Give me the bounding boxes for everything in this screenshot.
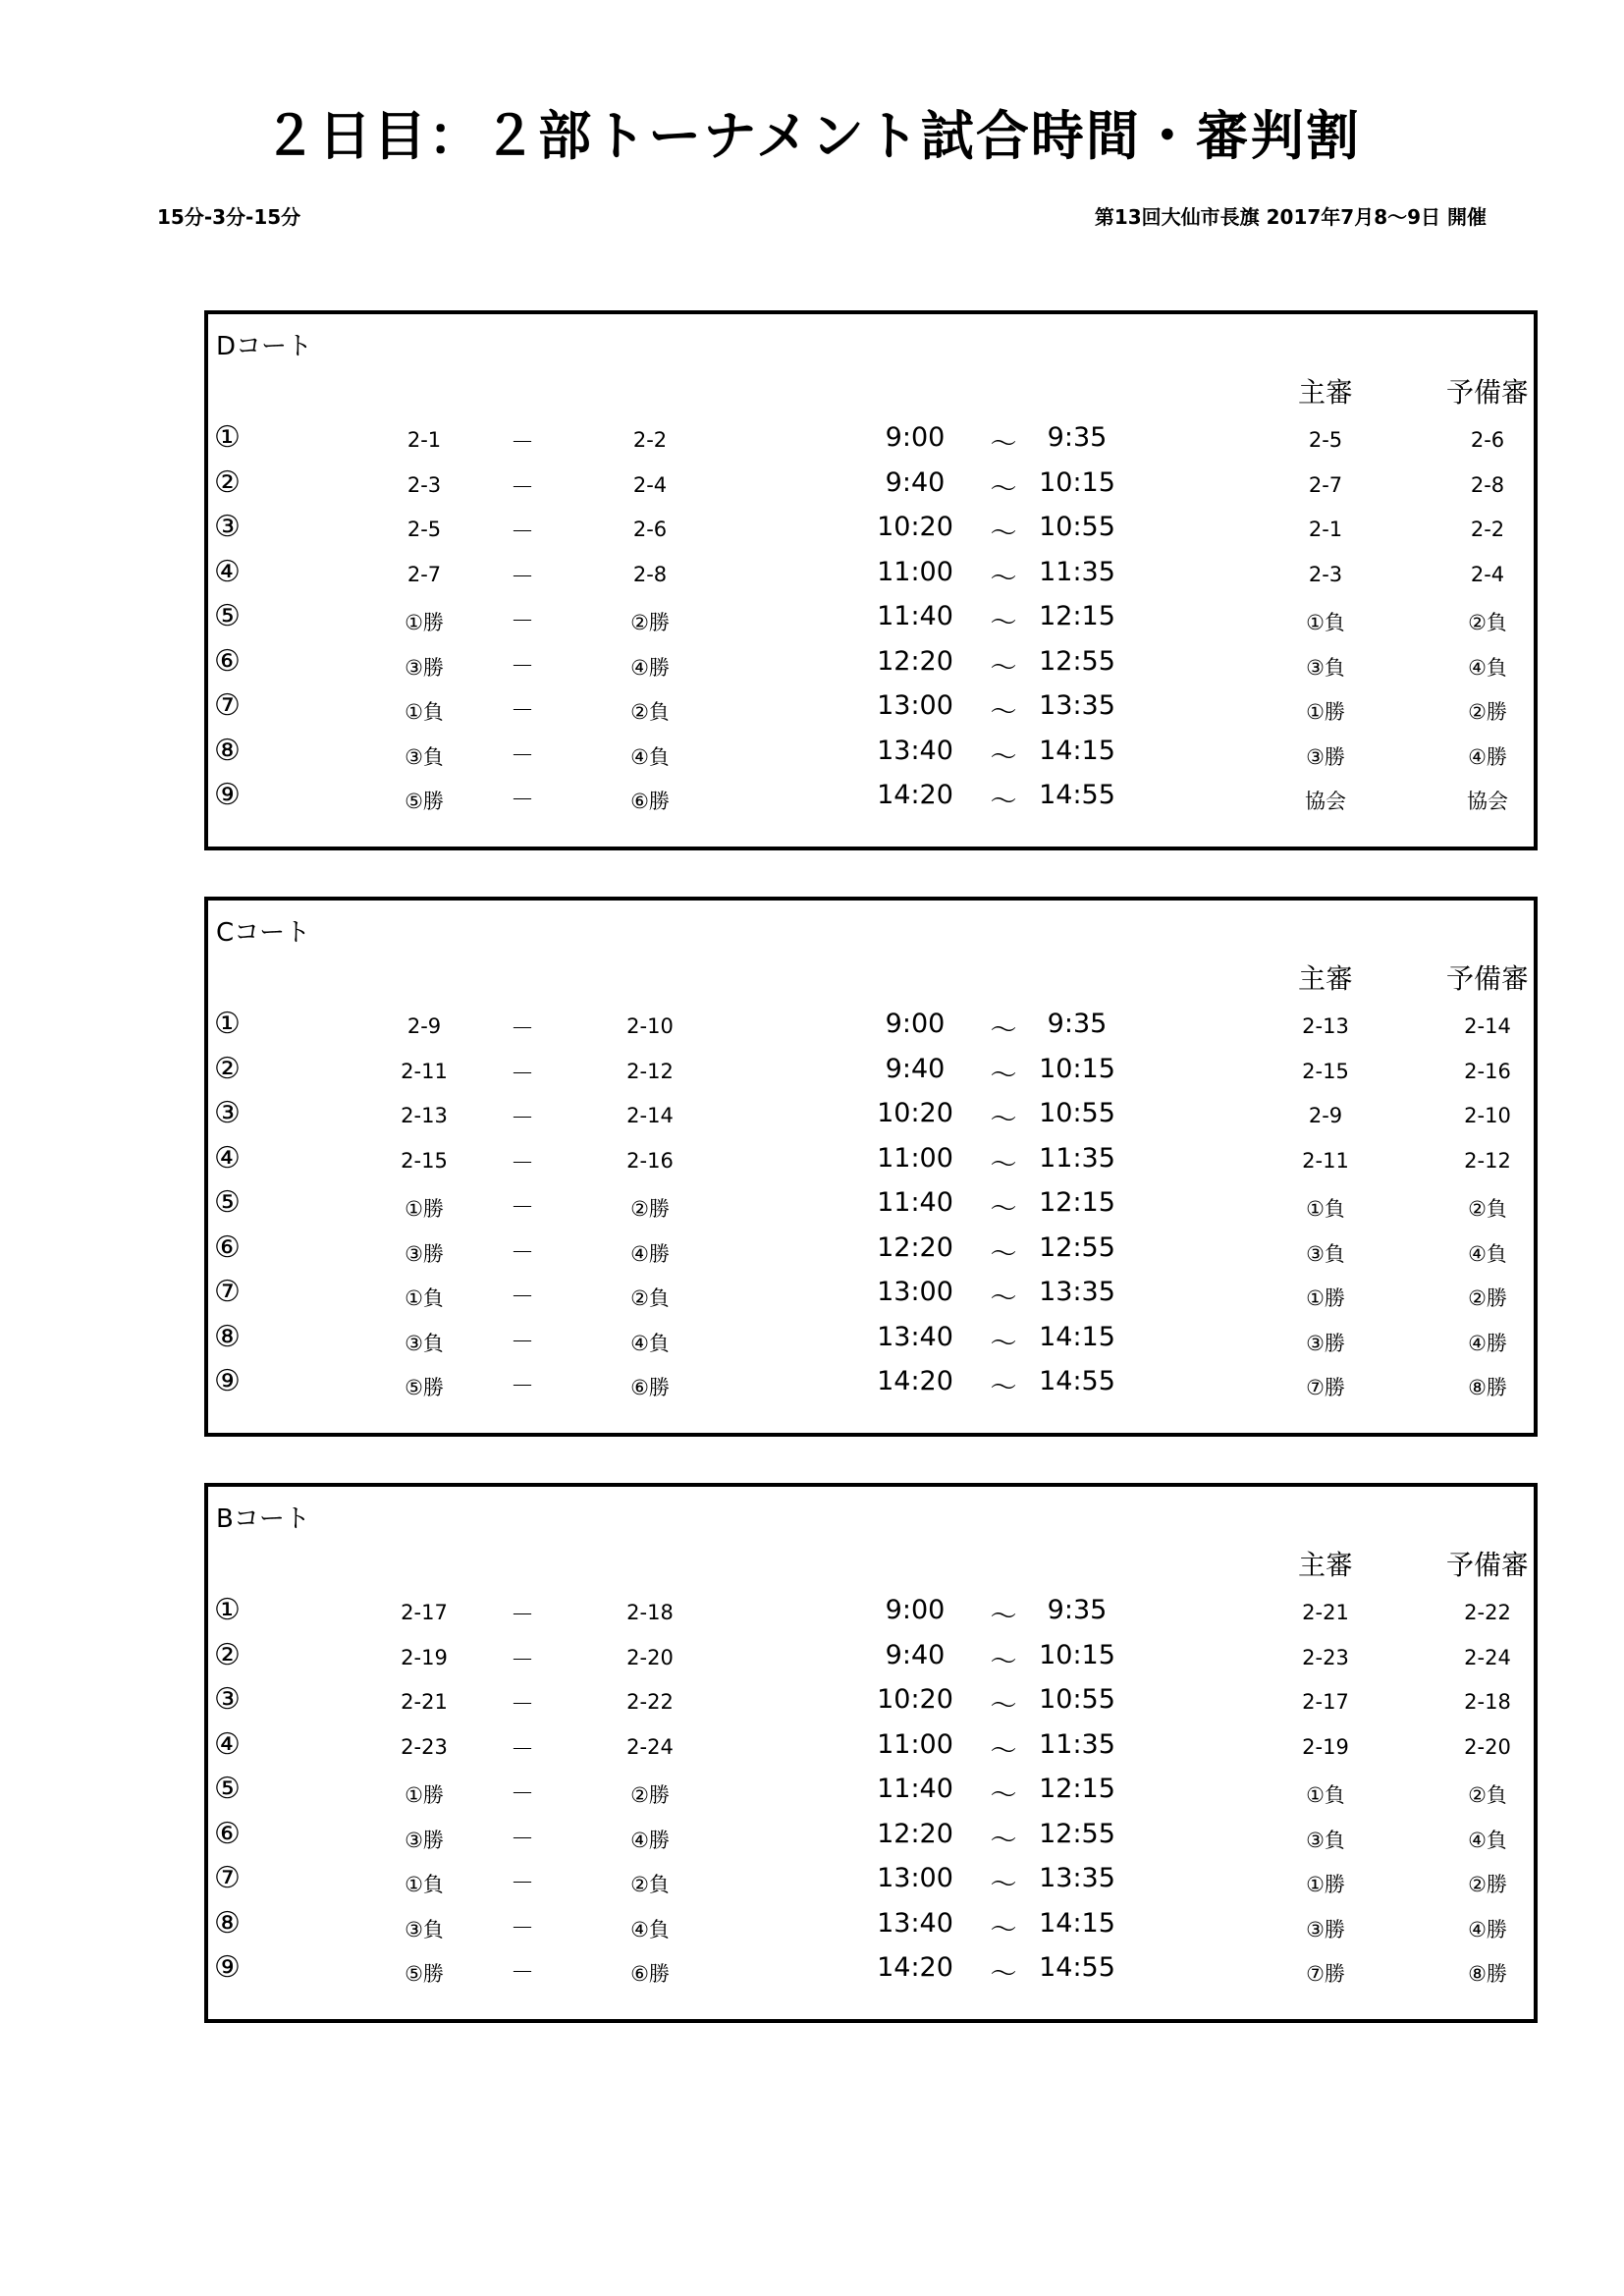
main-referee: ①負 <box>1306 611 1345 634</box>
vs-dash: － <box>511 518 534 545</box>
spare-referee: 2-18 <box>1464 1690 1511 1714</box>
match-number: ④ <box>214 554 241 589</box>
match-number: ⑧ <box>214 1319 241 1354</box>
end-time: 12:55 <box>1039 645 1115 677</box>
main-referee: 2-23 <box>1302 1645 1349 1669</box>
match-row <box>208 1141 1534 1185</box>
court-c-table <box>204 897 1538 1437</box>
spare-referee: ②負 <box>1468 1783 1507 1807</box>
vs-dash: － <box>511 607 534 634</box>
start-time: 13:00 <box>877 690 953 721</box>
team-b: ②勝 <box>630 1783 670 1807</box>
vs-dash: － <box>511 696 534 724</box>
time-separator: ～ <box>990 787 1017 817</box>
team-b: ⑥勝 <box>630 1962 670 1986</box>
end-time: 9:35 <box>1047 1595 1108 1625</box>
team-b: ②負 <box>630 1286 670 1310</box>
time-separator: ～ <box>990 519 1017 549</box>
time-separator: ～ <box>990 1284 1017 1314</box>
match-row <box>208 644 1534 688</box>
match-number: ⑦ <box>214 1275 241 1309</box>
match-number: ⑧ <box>214 1905 241 1941</box>
main-referee: 2-11 <box>1302 1148 1349 1173</box>
time-separator: ～ <box>990 1373 1017 1403</box>
match-number: ① <box>214 1007 241 1041</box>
team-a: 2-17 <box>401 1601 448 1624</box>
spare-referee: ⑧勝 <box>1468 1376 1507 1399</box>
spare-referee: ④負 <box>1468 655 1507 680</box>
team-b: ⑥勝 <box>630 1376 670 1399</box>
match-number: ⑤ <box>214 1772 241 1806</box>
team-a: ①勝 <box>405 611 444 634</box>
vs-dash: － <box>511 1193 534 1221</box>
start-time: 14:20 <box>877 1952 953 1983</box>
team-a: 2-1 <box>406 428 442 452</box>
team-b: ④勝 <box>630 1241 670 1266</box>
main-referee: ③負 <box>1306 655 1345 680</box>
vs-dash: － <box>511 1372 534 1399</box>
team-a: ③負 <box>405 1331 444 1355</box>
end-time: 10:55 <box>1039 1684 1115 1715</box>
start-time: 11:40 <box>877 1187 953 1218</box>
spare-referee-header: 予備審 <box>1445 1549 1529 1581</box>
team-b: ④負 <box>630 1917 670 1941</box>
match-row <box>208 1364 1534 1408</box>
court-name: Dコート <box>216 332 313 361</box>
spare-referee: 2-2 <box>1470 518 1505 541</box>
match-number: ① <box>214 420 241 455</box>
time-separator: ～ <box>990 1602 1017 1632</box>
start-time: 13:00 <box>877 1863 953 1893</box>
team-b: 2-6 <box>632 518 668 541</box>
end-time: 14:15 <box>1039 1907 1115 1939</box>
team-a: 2-13 <box>401 1104 448 1127</box>
team-a: 2-3 <box>406 472 442 497</box>
match-row <box>208 1052 1534 1096</box>
start-time: 11:00 <box>877 1728 953 1760</box>
time-separator: ～ <box>990 1149 1017 1180</box>
vs-dash: － <box>511 1645 534 1673</box>
spare-referee: 2-8 <box>1470 472 1505 497</box>
match-row <box>208 1320 1534 1364</box>
start-time: 9:00 <box>885 1009 946 1039</box>
match-row <box>208 1275 1534 1319</box>
team-a: 2-9 <box>406 1014 442 1038</box>
main-referee: 2-3 <box>1308 562 1343 586</box>
main-referee: 2-21 <box>1302 1601 1349 1624</box>
match-row <box>208 688 1534 733</box>
match-row <box>208 1007 1534 1051</box>
start-time: 9:40 <box>885 466 946 498</box>
match-number: ⑨ <box>214 1364 241 1398</box>
main-referee: ③勝 <box>1306 1331 1345 1355</box>
main-referee: ③勝 <box>1306 744 1345 769</box>
end-time: 14:15 <box>1039 735 1115 766</box>
match-row <box>208 599 1534 643</box>
spare-referee: ②勝 <box>1468 1873 1507 1896</box>
time-separator: ～ <box>990 1691 1017 1722</box>
match-row <box>208 1638 1534 1682</box>
team-a: ①負 <box>405 700 444 724</box>
time-separator: ～ <box>990 741 1017 773</box>
team-a: ①勝 <box>405 1197 444 1221</box>
match-number: ③ <box>214 1096 241 1130</box>
spare-referee: 2-4 <box>1470 562 1505 586</box>
start-time: 13:40 <box>877 1321 953 1352</box>
court-name: Bコート <box>216 1504 310 1534</box>
match-row <box>208 1096 1534 1140</box>
vs-dash: － <box>511 1327 534 1355</box>
end-time: 13:35 <box>1039 690 1115 721</box>
team-b: 2-22 <box>626 1690 674 1714</box>
team-a: ⑤勝 <box>405 790 444 813</box>
team-a: ③負 <box>405 744 444 769</box>
match-row <box>208 1727 1534 1772</box>
main-referee: ①負 <box>1306 1197 1345 1221</box>
team-b: 2-18 <box>626 1601 674 1624</box>
time-separator: ～ <box>990 1238 1017 1270</box>
team-b: 2-8 <box>632 562 668 586</box>
team-b: 2-16 <box>626 1148 674 1173</box>
end-time: 14:15 <box>1039 1321 1115 1352</box>
team-a: ⑤勝 <box>405 1962 444 1986</box>
spare-referee: ②負 <box>1468 611 1507 634</box>
match-row <box>208 420 1534 465</box>
team-a: ①負 <box>405 1286 444 1310</box>
spare-referee: 2-24 <box>1464 1645 1511 1669</box>
time-separator: ～ <box>990 652 1017 683</box>
match-row <box>208 1817 1534 1861</box>
end-time: 10:55 <box>1039 512 1115 542</box>
team-a: ③勝 <box>405 1241 444 1266</box>
main-referee: 2-17 <box>1302 1690 1349 1714</box>
team-b: ②勝 <box>630 611 670 634</box>
match-number: ③ <box>214 1682 241 1717</box>
start-time: 11:00 <box>877 556 953 587</box>
team-b: ②負 <box>630 1873 670 1896</box>
time-separator: ～ <box>990 1914 1017 1945</box>
time-separator: ～ <box>990 1328 1017 1359</box>
main-referee: ⑦勝 <box>1306 1962 1345 1986</box>
time-separator: ～ <box>990 1015 1017 1046</box>
end-time: 10:15 <box>1039 1639 1115 1670</box>
team-a: ①負 <box>405 1873 444 1896</box>
match-number: ② <box>214 1637 241 1672</box>
start-time: 14:20 <box>877 1366 953 1396</box>
match-format: 15分-3分-15分 <box>157 205 301 229</box>
main-referee: ⑦勝 <box>1306 1376 1345 1399</box>
main-referee: 2-9 <box>1308 1104 1343 1127</box>
match-number: ⑤ <box>214 1185 241 1220</box>
time-separator: ～ <box>990 697 1017 728</box>
spare-referee: ④勝 <box>1468 1917 1507 1941</box>
match-row <box>208 778 1534 822</box>
vs-dash: － <box>511 1824 534 1852</box>
time-separator: ～ <box>990 1105 1017 1135</box>
start-time: 12:20 <box>877 1818 953 1849</box>
end-time: 11:35 <box>1039 556 1115 587</box>
end-time: 13:35 <box>1039 1863 1115 1893</box>
court-name: Cコート <box>216 918 311 948</box>
time-separator: ～ <box>990 429 1017 460</box>
team-a: 2-15 <box>401 1148 448 1173</box>
end-time: 9:35 <box>1047 422 1108 453</box>
vs-dash: － <box>511 472 534 501</box>
time-separator: ～ <box>990 1735 1017 1767</box>
match-row <box>208 465 1534 510</box>
team-a: 2-7 <box>406 562 442 586</box>
team-a: 2-21 <box>401 1690 448 1714</box>
vs-dash: － <box>511 1148 534 1176</box>
time-separator: ～ <box>990 1646 1017 1677</box>
main-referee: 2-13 <box>1302 1014 1349 1038</box>
end-time: 10:15 <box>1039 1053 1115 1084</box>
spare-referee: 協会 <box>1467 790 1508 813</box>
spare-referee: ④勝 <box>1468 744 1507 769</box>
match-row <box>208 1950 1534 1995</box>
time-separator: ～ <box>990 1959 1017 1990</box>
match-row <box>208 1230 1534 1275</box>
start-time: 12:20 <box>877 1231 953 1263</box>
time-separator: ～ <box>990 473 1017 505</box>
end-time: 14:55 <box>1039 1952 1115 1983</box>
match-row <box>208 555 1534 599</box>
spare-referee: ④負 <box>1468 1241 1507 1266</box>
team-a: 2-19 <box>401 1645 448 1669</box>
match-number: ⑥ <box>214 1816 241 1851</box>
spare-referee: 2-12 <box>1464 1148 1511 1173</box>
time-separator: ～ <box>990 1825 1017 1856</box>
team-a: ③負 <box>405 1917 444 1941</box>
end-time: 14:55 <box>1039 780 1115 810</box>
spare-referee: ④勝 <box>1468 1331 1507 1355</box>
team-b: 2-10 <box>626 1014 674 1038</box>
end-time: 12:15 <box>1039 1774 1115 1804</box>
spare-referee: 2-16 <box>1464 1059 1511 1083</box>
vs-dash: － <box>511 1601 534 1628</box>
main-referee: ③勝 <box>1306 1917 1345 1941</box>
match-number: ⑨ <box>214 778 241 812</box>
spare-referee: 2-14 <box>1464 1014 1511 1038</box>
match-number: ⑦ <box>214 1861 241 1895</box>
start-time: 13:00 <box>877 1277 953 1307</box>
match-row <box>208 1682 1534 1726</box>
start-time: 13:40 <box>877 1907 953 1939</box>
event-info: 第13回大仙市長旗 2017年7月8～9日 開催 <box>1094 205 1487 229</box>
match-row <box>208 1185 1534 1230</box>
start-time: 9:40 <box>885 1053 946 1084</box>
match-number: ⑤ <box>214 599 241 633</box>
start-time: 10:20 <box>877 1684 953 1715</box>
end-time: 13:35 <box>1039 1277 1115 1307</box>
main-referee: 2-15 <box>1302 1059 1349 1083</box>
match-number: ⑦ <box>214 688 241 723</box>
main-referee-header: 主審 <box>1297 376 1353 409</box>
spare-referee: ⑧勝 <box>1468 1962 1507 1986</box>
vs-dash: － <box>511 1958 534 1986</box>
team-a: ①勝 <box>405 1783 444 1807</box>
team-b: ⑥勝 <box>630 790 670 813</box>
team-b: ②勝 <box>630 1197 670 1221</box>
start-time: 13:40 <box>877 735 953 766</box>
time-separator: ～ <box>990 1194 1017 1225</box>
team-a: ③勝 <box>405 655 444 680</box>
time-separator: ～ <box>990 1060 1017 1091</box>
end-time: 10:15 <box>1039 466 1115 498</box>
start-time: 10:20 <box>877 512 953 542</box>
end-time: 11:35 <box>1039 1728 1115 1760</box>
team-a: 2-23 <box>401 1734 448 1759</box>
spare-referee-header: 予備審 <box>1445 376 1529 409</box>
time-separator: ～ <box>990 1870 1017 1900</box>
main-referee: 2-1 <box>1308 518 1343 541</box>
spare-referee: ④負 <box>1468 1828 1507 1852</box>
vs-dash: － <box>511 786 534 813</box>
match-number: ③ <box>214 510 241 544</box>
spare-referee: 2-10 <box>1464 1104 1511 1127</box>
vs-dash: － <box>511 1869 534 1896</box>
spare-referee: ②勝 <box>1468 700 1507 724</box>
start-time: 11:40 <box>877 1774 953 1804</box>
match-row <box>208 1906 1534 1950</box>
start-time: 12:20 <box>877 645 953 677</box>
match-number: ② <box>214 465 241 500</box>
vs-dash: － <box>511 1913 534 1941</box>
vs-dash: － <box>511 428 534 456</box>
main-referee: 2-19 <box>1302 1734 1349 1759</box>
match-number: ⑥ <box>214 1230 241 1265</box>
start-time: 9:00 <box>885 422 946 453</box>
spare-referee-header: 予備審 <box>1445 962 1529 995</box>
vs-dash: － <box>511 1779 534 1807</box>
vs-dash: － <box>511 1014 534 1042</box>
page-title: ２日目：２部トーナメント試合時間・審判割 <box>263 105 1361 167</box>
team-b: 2-2 <box>632 428 668 452</box>
match-number: ④ <box>214 1140 241 1175</box>
end-time: 9:35 <box>1047 1009 1108 1039</box>
team-a: ⑤勝 <box>405 1376 444 1399</box>
team-b: 2-12 <box>626 1059 674 1083</box>
spare-referee: 2-22 <box>1464 1601 1511 1624</box>
main-referee: ①勝 <box>1306 1873 1345 1896</box>
team-b: 2-24 <box>626 1734 674 1759</box>
match-row <box>208 1772 1534 1816</box>
team-b: ②負 <box>630 700 670 724</box>
team-b: ④勝 <box>630 1828 670 1852</box>
start-time: 9:40 <box>885 1639 946 1670</box>
spare-referee: 2-20 <box>1464 1734 1511 1759</box>
vs-dash: － <box>511 1283 534 1310</box>
court-d-table <box>204 310 1538 850</box>
end-time: 12:15 <box>1039 601 1115 631</box>
end-time: 12:55 <box>1039 1231 1115 1263</box>
time-separator: ～ <box>990 563 1017 594</box>
vs-dash: － <box>511 651 534 680</box>
spare-referee: ②勝 <box>1468 1286 1507 1310</box>
match-row <box>208 1593 1534 1637</box>
team-b: 2-4 <box>632 472 668 497</box>
main-referee: ①勝 <box>1306 700 1345 724</box>
end-time: 12:55 <box>1039 1818 1115 1849</box>
match-number: ⑨ <box>214 1950 241 1985</box>
team-a: ③勝 <box>405 1828 444 1852</box>
match-row <box>208 1861 1534 1905</box>
vs-dash: － <box>511 740 534 769</box>
vs-dash: － <box>511 1690 534 1718</box>
main-referee: ①負 <box>1306 1783 1345 1807</box>
vs-dash: － <box>511 1059 534 1087</box>
end-time: 12:15 <box>1039 1187 1115 1218</box>
time-separator: ～ <box>990 1780 1017 1811</box>
time-separator: ～ <box>990 608 1017 638</box>
start-time: 11:00 <box>877 1142 953 1174</box>
main-referee-header: 主審 <box>1297 1549 1353 1581</box>
start-time: 11:40 <box>877 601 953 631</box>
vs-dash: － <box>511 562 534 590</box>
vs-dash: － <box>511 1104 534 1131</box>
main-referee: ③負 <box>1306 1241 1345 1266</box>
main-referee-header: 主審 <box>1297 962 1353 995</box>
main-referee: 2-5 <box>1308 428 1343 452</box>
team-b: ④負 <box>630 744 670 769</box>
end-time: 11:35 <box>1039 1142 1115 1174</box>
match-number: ② <box>214 1051 241 1086</box>
start-time: 9:00 <box>885 1595 946 1625</box>
match-number: ⑧ <box>214 733 241 768</box>
court-b-table <box>204 1483 1538 2023</box>
team-b: ④勝 <box>630 655 670 680</box>
match-number: ⑥ <box>214 643 241 679</box>
match-row <box>208 734 1534 778</box>
start-time: 10:20 <box>877 1098 953 1128</box>
team-a: 2-11 <box>401 1059 448 1083</box>
main-referee: 協会 <box>1305 790 1346 813</box>
main-referee: ①勝 <box>1306 1286 1345 1310</box>
match-row <box>208 510 1534 554</box>
end-time: 14:55 <box>1039 1366 1115 1396</box>
main-referee: ③負 <box>1306 1828 1345 1852</box>
match-number: ① <box>214 1593 241 1627</box>
spare-referee: ②負 <box>1468 1197 1507 1221</box>
vs-dash: － <box>511 1237 534 1266</box>
team-b: 2-20 <box>626 1645 674 1669</box>
spare-referee: 2-6 <box>1470 428 1505 452</box>
end-time: 10:55 <box>1039 1098 1115 1128</box>
main-referee: 2-7 <box>1308 472 1343 497</box>
start-time: 14:20 <box>877 780 953 810</box>
team-b: 2-14 <box>626 1104 674 1127</box>
team-b: ④負 <box>630 1331 670 1355</box>
team-a: 2-5 <box>406 518 442 541</box>
vs-dash: － <box>511 1734 534 1763</box>
match-number: ④ <box>214 1726 241 1762</box>
